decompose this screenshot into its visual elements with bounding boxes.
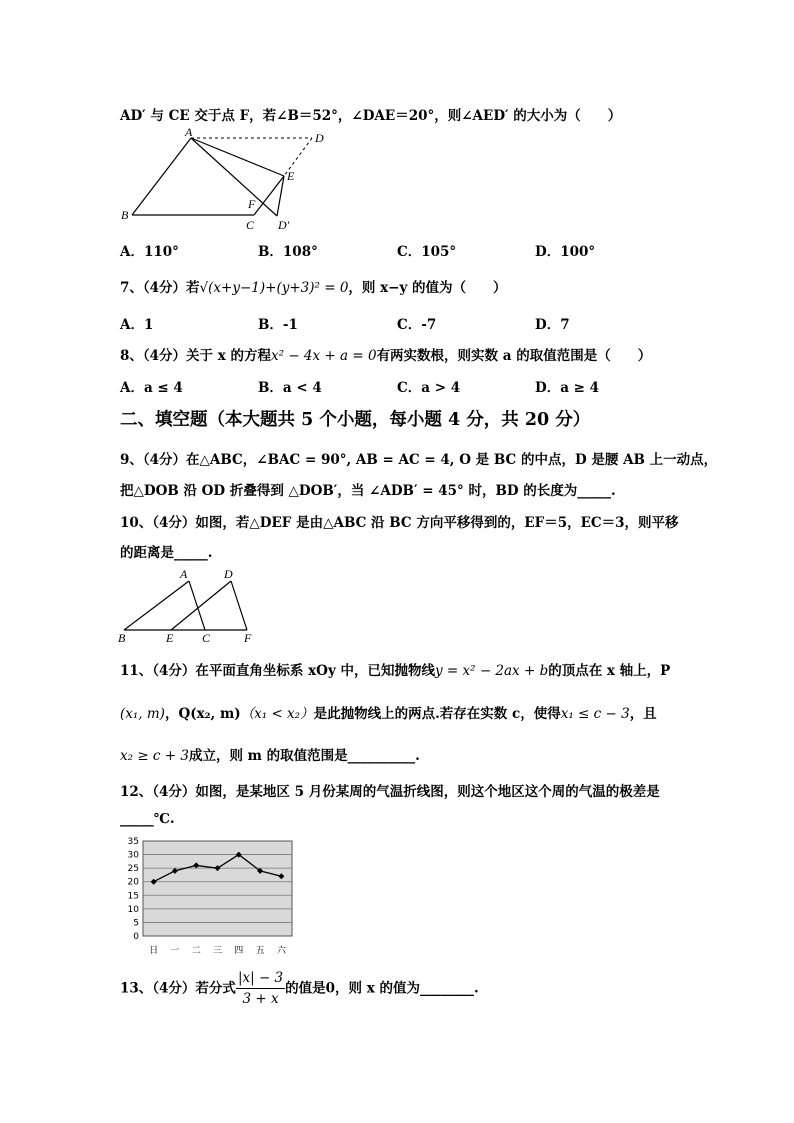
q8-stem [120, 344, 651, 364]
q7-option-d: D．7 [535, 317, 570, 333]
q9-line-1: 9、（4分）在△ABC，∠BAC = 90°, AB = AC = 4, O 是 BC 的中点，D 是腰 AB 上一动点， [120, 452, 718, 468]
q13-suffix: 的值是0，则 x 的值为________. [285, 980, 479, 997]
q10-line-2: 的距离是_____. [120, 545, 213, 561]
q13-prefix: 13、（4分）若分式 [120, 980, 236, 997]
x-tick-label: 一 [170, 946, 180, 956]
q7-option-c: C．-7 [397, 317, 437, 333]
q6-label-f: F [248, 197, 256, 211]
q7-prefix: 7、（4分）若 [120, 280, 200, 296]
q6-label-c: C [246, 218, 255, 232]
q10-figure [116, 566, 266, 646]
y-tick-label: 0 [133, 932, 139, 942]
q11-line2-text: 是此抛物线上的两点.若存在实数 c，使得 [313, 706, 561, 722]
q13-numerator: |x| − 3 [236, 968, 285, 989]
x-tick-label: 二 [191, 946, 201, 956]
q6-option-a: A．110° [120, 244, 179, 260]
q10-label-e: E [166, 631, 174, 645]
q6-option-b: B．108° [258, 244, 318, 260]
q11-line-3 [120, 744, 420, 764]
q6-stem: AD′ 与 CE 交于点 F，若∠B＝52°，∠DAE＝20°，则∠AED′ 的大小为（ ） [120, 108, 622, 124]
y-tick-label: 35 [127, 837, 139, 847]
y-tick-label: 5 [133, 918, 139, 929]
chart-y-tick-labels [128, 837, 140, 942]
q10-line-df [231, 581, 247, 630]
section-2-title: 二、填空题（本大题共 5 个小题，每小题 4 分，共 20 分） [120, 410, 591, 430]
q10-line-1: 10、（4分）如图，若△DEF 是由△ABC 沿 BC 方向平移得到的，EF＝5，EC＝3，则平移 [120, 515, 679, 531]
q11-line-1 [120, 659, 670, 679]
q6-option-c: C．105° [397, 244, 457, 260]
chart-background [143, 841, 292, 936]
q8-option-c: C．a > 4 [397, 380, 461, 396]
q8-prefix: 8、（4分）关于 x 的方程 [120, 348, 271, 364]
y-tick-label: 10 [127, 904, 139, 915]
q8-option-a: A．a ≤ 4 [120, 380, 183, 396]
y-tick-label: 20 [127, 877, 139, 888]
x-tick-label: 三 [212, 946, 223, 956]
q6-figure [116, 124, 336, 236]
chart-x-tick-labels [149, 945, 287, 956]
q10-label-f: F [244, 631, 252, 645]
q12-line-2: _____℃. [120, 811, 175, 827]
q8-formula: x² − 4x + a = 0 [271, 348, 377, 364]
q11-condition: （x₁ < x₂） [240, 706, 314, 722]
q10-label-c: C [202, 631, 211, 645]
q7-option-a: A．1 [120, 317, 154, 333]
q11-ineq-2: x₂ ≥ c + 3 [120, 748, 189, 764]
q7-formula: √(x+y−1)+(y+3)² = 0 [199, 280, 349, 296]
q7-stem [120, 276, 507, 296]
q7-suffix: ，则 x−y 的值为（ ） [348, 280, 507, 296]
q11-line1-prefix: 11、（4分）在平面直角坐标系 xOy 中，已知抛物线 [120, 663, 435, 679]
q11-point-q: ，Q(x₂, m) [164, 706, 241, 722]
x-tick-label: 六 [276, 946, 286, 956]
q6-label-d: D [315, 131, 324, 145]
q10-label-b: B [118, 631, 126, 645]
q6-label-a: A [185, 125, 193, 139]
q8-option-b: B．a < 4 [258, 380, 322, 396]
q11-line3-text: 成立，则 m 的取值范围是__________. [188, 748, 420, 764]
q12-line-1: 12、（4分）如图，是某地区 5 月份某周的气温折线图，则这个地区这个周的气温的极差是 [120, 784, 660, 800]
q11-line-2 [120, 702, 657, 722]
y-tick-label: 25 [127, 864, 139, 875]
q11-line1-suffix: 的顶点在 x 轴上，P [548, 663, 671, 679]
q11-line2-end: ，且 [629, 706, 657, 722]
x-tick-label: 日 [149, 946, 159, 956]
q6-line-ae [191, 138, 284, 176]
q13-stem [120, 968, 479, 1009]
q11-point-p: (x₁, m) [120, 706, 165, 722]
q13-denominator: 3 + x [242, 991, 279, 1007]
x-tick-label: 四 [234, 946, 244, 956]
q10-line-ac [189, 581, 205, 630]
q6-label-d-prime: D′ [278, 218, 290, 232]
temperature-line-chart [116, 836, 296, 958]
q6-label-e: E [287, 169, 295, 183]
plot-area [143, 841, 292, 936]
q6-line-ab [132, 138, 191, 215]
x-tick-label: 五 [255, 946, 265, 956]
q9-line-2: 把△DOB 沿 OD 折叠得到 △DOB′，当 ∠ADB′ = 45° 时，BD 的长度为_____. [120, 483, 616, 499]
q8-option-d: D．a ≥ 4 [535, 380, 600, 396]
q6-line-ad2 [191, 138, 277, 216]
q8-suffix: 有两实数根，则实数 a 的取值范围是（ ） [376, 348, 652, 364]
q10-label-a: A [180, 567, 188, 581]
q11-ineq-1: x₁ ≤ c − 3 [560, 706, 630, 722]
q6-option-d: D．100° [535, 244, 596, 260]
q6-label-b: B [121, 208, 129, 222]
q10-label-d: D [224, 567, 233, 581]
q7-option-b: B．-1 [258, 317, 298, 333]
q11-line1-formula: y = x² − 2ax + b [434, 663, 549, 679]
y-tick-label: 15 [127, 891, 139, 902]
q6-line-ed2 [277, 176, 284, 216]
q13-fraction [236, 968, 285, 1009]
y-tick-label: 30 [127, 850, 139, 861]
